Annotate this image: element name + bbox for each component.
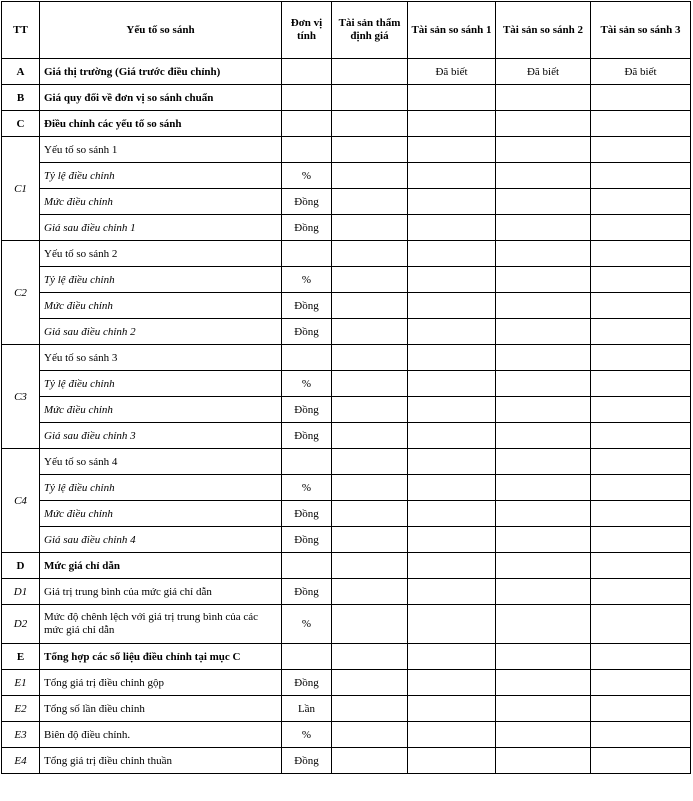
value-cell <box>332 59 408 85</box>
table-row <box>2 644 691 670</box>
value-cell: Đã biết <box>496 59 591 85</box>
table-row <box>2 189 691 215</box>
row-id: C4 <box>2 449 40 553</box>
row-label: Điều chỉnh các yếu tố so sánh <box>40 111 282 137</box>
unit-cell: % <box>282 605 332 644</box>
unit-cell: Đồng <box>282 423 332 449</box>
row-label: Giá trị trung bình của mức giá chỉ dẫn <box>40 579 282 605</box>
table-row <box>2 605 691 644</box>
unit-cell: % <box>282 722 332 748</box>
unit-cell: Đồng <box>282 501 332 527</box>
unit-cell <box>282 59 332 85</box>
row-label: Tỷ lệ điều chỉnh <box>40 371 282 397</box>
table-row <box>2 137 691 163</box>
row-label: Tổng hợp các số liệu điều chỉnh tại mục C <box>40 644 282 670</box>
unit-cell: Đồng <box>282 319 332 345</box>
table-row <box>2 345 691 371</box>
row-label: Giá quy đổi về đơn vị so sánh chuẩn <box>40 85 282 111</box>
row-label: Mức điều chỉnh <box>40 293 282 319</box>
table-row <box>2 319 691 345</box>
header-unit: Đơn vị tính <box>282 2 332 59</box>
unit-cell: Lần <box>282 696 332 722</box>
row-label: Yếu tố so sánh 3 <box>40 345 282 371</box>
value-cell: Đã biết <box>591 59 691 85</box>
header-factor: Yếu tố so sánh <box>40 2 282 59</box>
unit-cell: Đồng <box>282 527 332 553</box>
header-comparable-1: Tài sản so sánh 1 <box>408 2 496 59</box>
row-id: E3 <box>2 722 40 748</box>
row-label: Mức điều chỉnh <box>40 397 282 423</box>
row-label: Tổng giá trị điều chỉnh gộp <box>40 670 282 696</box>
table-row <box>2 111 691 137</box>
table-row <box>2 449 691 475</box>
row-id: E2 <box>2 696 40 722</box>
header-subject-asset: Tài sản thẩm định giá <box>332 2 408 59</box>
unit-cell: % <box>282 475 332 501</box>
row-label: Giá sau điều chỉnh 3 <box>40 423 282 449</box>
row-id: B <box>2 85 40 111</box>
row-label: Tổng số lần điều chỉnh <box>40 696 282 722</box>
unit-cell: Đồng <box>282 670 332 696</box>
row-label: Tỷ lệ điều chỉnh <box>40 163 282 189</box>
header-comparable-2: Tài sản so sánh 2 <box>496 2 591 59</box>
row-label: Giá sau điều chỉnh 1 <box>40 215 282 241</box>
table-row <box>2 293 691 319</box>
comparison-table <box>1 1 691 774</box>
row-id: D2 <box>2 605 40 644</box>
row-label: Giá sau điều chỉnh 2 <box>40 319 282 345</box>
table-row <box>2 475 691 501</box>
unit-cell: % <box>282 267 332 293</box>
table-row <box>2 553 691 579</box>
table-row <box>2 267 691 293</box>
table-row <box>2 215 691 241</box>
table-row <box>2 397 691 423</box>
unit-cell: Đồng <box>282 748 332 774</box>
table-row <box>2 748 691 774</box>
table-row <box>2 579 691 605</box>
row-id: C1 <box>2 137 40 241</box>
unit-cell: Đồng <box>282 579 332 605</box>
table-row <box>2 163 691 189</box>
unit-cell: Đồng <box>282 215 332 241</box>
row-label: Tỷ lệ điều chỉnh <box>40 475 282 501</box>
table-row <box>2 527 691 553</box>
header-comparable-3: Tài sản so sánh 3 <box>591 2 691 59</box>
row-label: Yếu tố so sánh 2 <box>40 241 282 267</box>
row-id: C <box>2 111 40 137</box>
value-cell: Đã biết <box>408 59 496 85</box>
table-row <box>2 501 691 527</box>
table-row <box>2 371 691 397</box>
row-label: Yếu tố so sánh 1 <box>40 137 282 163</box>
row-id: D <box>2 553 40 579</box>
unit-cell: % <box>282 163 332 189</box>
row-id: A <box>2 59 40 85</box>
row-label: Giá sau điều chỉnh 4 <box>40 527 282 553</box>
row-label: Mức giá chỉ dẫn <box>40 553 282 579</box>
row-label: Mức điều chỉnh <box>40 189 282 215</box>
row-id: E4 <box>2 748 40 774</box>
unit-cell: Đồng <box>282 189 332 215</box>
table-row <box>2 423 691 449</box>
unit-cell: Đồng <box>282 397 332 423</box>
table-row <box>2 696 691 722</box>
row-id: D1 <box>2 579 40 605</box>
table-row <box>2 85 691 111</box>
table-row <box>2 59 691 85</box>
row-label: Yếu tố so sánh 4 <box>40 449 282 475</box>
header-tt: TT <box>2 2 40 59</box>
row-id: C3 <box>2 345 40 449</box>
table-row <box>2 670 691 696</box>
table-row <box>2 241 691 267</box>
row-label: Tổng giá trị điều chỉnh thuần <box>40 748 282 774</box>
row-id: C2 <box>2 241 40 345</box>
row-id: E <box>2 644 40 670</box>
header-row <box>2 2 691 59</box>
row-id: E1 <box>2 670 40 696</box>
unit-cell: Đồng <box>282 293 332 319</box>
row-label: Giá thị trường (Giá trước điều chỉnh) <box>40 59 282 85</box>
row-label: Mức độ chênh lệch với giá trị trung bình của các mức giá chỉ dẫn <box>40 605 282 644</box>
row-label: Biên độ điều chỉnh. <box>40 722 282 748</box>
unit-cell: % <box>282 371 332 397</box>
table-row <box>2 722 691 748</box>
row-label: Tỷ lệ điều chỉnh <box>40 267 282 293</box>
row-label: Mức điều chỉnh <box>40 501 282 527</box>
